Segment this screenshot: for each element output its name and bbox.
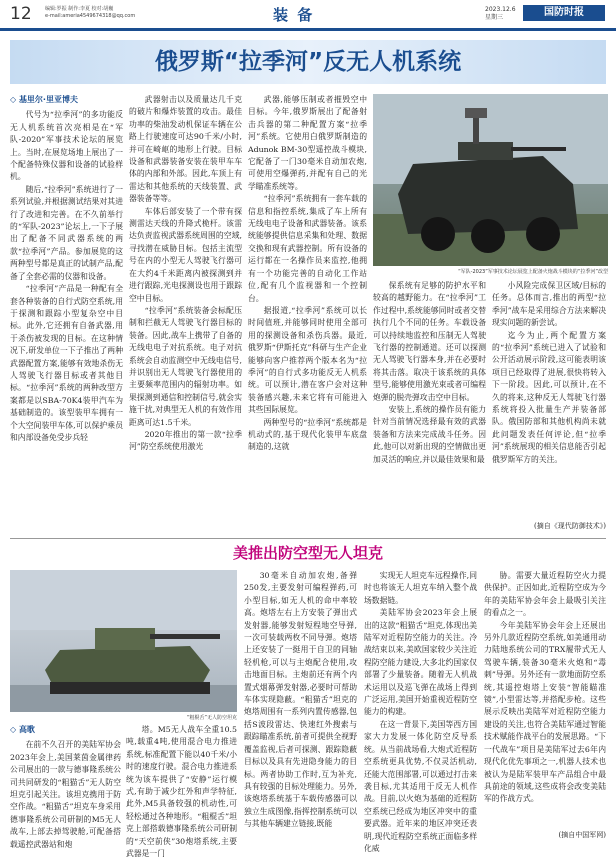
paragraph: 武器,能够压制或者摧毁空中目标。今年,俄罗斯展出了配备射击兵器的第二种配置方案“拉季河”系统。它使用白俄罗斯制造的Adunok BM-30型遥控战斗模块,它配备了一门30毫米自动加农炮,可使用空爆弹药,并配有自己的光学瞄准系统等。 <box>248 95 367 191</box>
article1-column-5 <box>492 280 606 534</box>
issue-date: 2023.12.6 星期三 <box>485 6 516 21</box>
paragraph: 两种型号的“拉季河”系统都是机动式的,基于现代化装甲车底盘制造的,这就 <box>248 417 367 452</box>
article2-column-2 <box>126 724 237 859</box>
article2-author: ◇ 高歌 <box>10 725 35 734</box>
paragraph: 美陆军协会2023年会上展出的这款“粗猫舌”坦克,体现出美陆军对近程防空能力的关注。冷战结束以来,美欧国家较少关注近程防空能力建设,大多北约国家仅部署了少量装备。随着无人机战术运用以及巡飞弹在战场上得到广泛运用,美国开始重视近程防空能力的构建。 <box>364 608 477 717</box>
article1-column-1 <box>10 94 123 534</box>
paragraph: 小风险完成保卫区域/目标的任务。总体而言,推出的两型“拉季河”战车是采用综合方法来解决现实问题的新尝试。 <box>492 281 606 328</box>
article1-banner <box>10 40 606 84</box>
paragraph: “拉季河”系统拥有一套车载的信息和指控系统,集成了车上所有无线电电子设备和武器装备。该系统能够提供信息采集和处理、数据交换和现有武器控制。所有设备的运行都在一名操作员来监控,他拥有一个功能完善的自动化工作站位,配有几个监视器和一个控制台。 <box>248 194 367 303</box>
unmanned-tank-illustration <box>10 570 237 712</box>
editor-info: 编辑:罗振 制作:李夏 校对:胡巍 e-mail:ameria4549674318@qq.com <box>45 6 136 19</box>
section-title: 装 备 <box>273 6 315 24</box>
paragraph: 据报道,“拉季河”系统可以长时间值班,并能够同时使用全部可用的探测设备和杀伤兵器。最近,俄罗斯“伊斯托克”科研与生产企业能够向客户推荐两个版本名为“拉季河”的自行式多功能反无人机系统。可以预计,潜在客户会对这种装备感兴趣,未来它将有可能进入其些国际展览。 <box>248 305 367 415</box>
article2-photo <box>10 570 237 712</box>
article1-column-2 <box>129 94 242 534</box>
paragraph: 今年美陆军协会年会上还展出另外几款近程防空系统,如美通用动力陆地系统公司的TRX履带式无人驾驶车辆,装备30毫米火炮和“毒刺”导弹。另外还有一款地面防空系统,其遥控炮塔上安装“智能瞄准镜”,小型雷达等,并搭配步枪。这些展示反映出美陆军对近程防空能力建设的关注,也符合美陆军通过智能技术赋能作战平台的发展思路。“下一代战车”项目是美陆军过去6年内现代化优先事项之一,机器人技术也被认为是陆军装甲车产品组合中最具前途的领域,这些成将会改变美陆军的作战方式。 <box>484 620 606 804</box>
article2-photo-caption: “粗棍舌”无人防空坦克 <box>186 715 237 721</box>
article1-photo <box>373 94 608 266</box>
article1-author: ◇ 基里尔·里亚博夫 <box>10 95 78 104</box>
article2-column-5 <box>484 570 606 828</box>
paragraph: 保系统有足够的防护水平和较高的越野能力。在“拉季河”工作过程中,系统能够同时或者交替执行几个不同的任务。车载设备可以持续地监控和压制无人驾驶飞行器的控制通道。还可以探测无人驾驶飞行器本身,并在必要时将其击落。取决于该系统的具体型号,能够使用激光束或者可编程炮弹的脱壳弹攻击空中目标。 <box>373 281 486 402</box>
paragraph: 安装上,系统的操作员有能力针对当前情况选择最有效的武器装备和方法来完成战斗任务。因此,他可以对新出现的空情做出更加灵活的响应,并以最佳效果和最 <box>373 405 486 464</box>
article1-title: 俄罗斯“拉季河”反无人机系统 <box>154 49 462 75</box>
article2-source: (摘自中国军网) <box>558 831 606 839</box>
paragraph: “拉季河”系统装备会标配压制和拦截无人驾驶飞行器目标的装备。因此,战车上携带了自备的无线电电子对抗系统。电子对抗系统会自动监测空中无线电信号,并识别出无人驾驶飞行器使用的主要频率范围内的辐射功率。如果探测到通信和控制信号,就会实施干扰,对典型无人机的有效作用距离可达1.5千米。 <box>129 305 242 427</box>
newspaper-logo: 国防时报 <box>523 5 605 21</box>
paragraph: 在这一背景下,美国等西方国家大力发展一体化防空反导系统。从当前战场看,大炮式近程防空系统更具优势,不仅灵活机动,还能大范围部署,可以通过打击来袭目标,尤其适用于反无人机作战。目前,以火炮为基础的近程防空系统已经成为地区冲突中的重要武器。近年来的地区冲突还表明,现代近程防空系统正面临多样化威 <box>364 719 477 853</box>
paragraph: 武器射击以及质量达几千克的破片和爆炸装置的攻击。最佳功率的柴油发动机保证车辆在公路上行驶速度可达90千米/小时,并可在崎岖的地形上行驶。目标设备和武器装备安装在装甲车车体的内部和外部。因此,车顶上有雷达和其他系统的天线装置、武器装备等等。 <box>129 95 242 204</box>
page-header <box>0 0 616 36</box>
header-rule <box>0 28 616 31</box>
paragraph: 随后,“拉季河”系统进行了一系列试验,并根据测试结果对其进行了改进和完善。在不久前举行的“军队-2023”论坛上,一下子展出了配备不同武器系统的两款“拉季河”产品。参加展览的这两种型号都是真正的试制产品,配备了全套必需的仪器和设备。 <box>10 184 123 281</box>
paragraph: 30毫米自动加农炮,备弹250发,主要发射可编程弹药,可小型目标,如无人机的命中率较高。炮塔左右上方安装了弹出式发射器,能够发射短程地空导弹,一次可装载两枚不同导弹。炮塔上还安装了一挺用于自卫的同轴轻机枪,可以与主炮配合使用,攻击地面目标。主炮前还有两个内置式烟幕弹发射器,必要时可帮助车体实现隐蔽。“粗猫舌”坦克的炮塔周围有一系列内置传感器,包括S波段雷达、快速红外搜索与跟踪瞄准系统,前者可提供全视野覆盖监视,后者可探测、跟踪隐蔽目标以及具有先进隐身能力的目标。两者协助工作时,互为补充,具有较强的目标处理能力。另外,该炮塔系统基于车载传感器可以独立生成图像,指挥控制系统可以与其他车辆建立链接,既能 <box>244 571 357 829</box>
paragraph: 代号为“拉季河”的多功能反无人机系统首次亮相是在“军队-2020”军事技术论坛的展览上。当时,在展览场地上展出了一个配备特殊仪器和设备的试验样机。 <box>10 110 123 182</box>
author-bullet-icon: ◇ <box>10 95 19 104</box>
armored-vehicle-illustration <box>373 94 608 266</box>
article2-column-3 <box>244 570 357 842</box>
paragraph: 在前不久召开的美陆军协会2023年会上,美国莱茵金属律药公司展出的一款与德事隆系统公司共同研发的“粗猫舌”无人防空坦克引起关注。该坦克携用于防空作战。“粗猫舌”坦克车身采用德事隆系统公司研制的M5无人战车,上部去掉驾驶舱,可配备搭载遥控武器站和炮 <box>10 740 121 849</box>
article1-photo-caption: “军队-2023”军事技术论坛展览上配备火炮战斗模块的“拉季河”改型 <box>458 269 608 275</box>
author-bullet-icon: ◇ <box>10 725 19 734</box>
article1-column-3 <box>248 94 367 534</box>
paragraph: 迄今为止,两个配置方案的“拉季河”系统已进入了试验和公开活动展示阶段,这可能表明该项目已经取得了进展,很快将转入下一阶段。因此,可以预计,在不久的将来,这种反无人驾驶飞行器系统将投入批量生产并装备部队。俄国防部和其他机构尚未就此问题发表任何评论,但“拉季河”系统展现的相关信息能否引起俄罗斯军方的关注。 <box>492 330 606 464</box>
article-divider <box>10 538 606 539</box>
article2-column-4 <box>364 570 477 853</box>
paragraph: 实现无人坦克车远程操作,同时也将该无人坦克车纳入整个战场数据链。 <box>364 571 477 605</box>
article2-title: 美推出防空型无人坦克 <box>232 544 383 562</box>
paragraph: 胁。需要大量近程防空火力提供保护。正因如此,近程防空成为今年的美陆军协会年会上最吸引关注的看点之一。 <box>484 571 606 618</box>
article1-column-4 <box>373 280 486 534</box>
paragraph: “拉季河”产品是一种配有全套各种装备的自行式防空系统,用于探测和跟踪小型复杂空中目标。此外,它还拥有自备武器,用于杀伤被发现的目标。在这种情况下,研发单位一下子推出了两种武器配置方案,能够有效地杀伤无人驾驶飞行器目标或者其他目标。“拉季河”系统的两种改型方案都是以SBA-70K4装甲汽车为基础制造的。该型装甲车拥有一个大空间装甲车体,可以保护乘员和内部设备免受步兵轻 <box>10 284 123 442</box>
paragraph: 塔。M5无人战车全重10.5吨,载重4吨,使用混合电力推进系统,标准配置下能以40千米/小时的速度行驶。混合电力推进系统为该车提供了“安静”运行模式,有助于减少红外和声学特征,此外,M5具备较强的机动性,可轻松通过各种地形。“粗棍舌”坦克上部搭载德事隆系统公司研制的“天空前侠”30炮塔系统,主要武器是一门 <box>126 725 237 859</box>
paragraph: 车体后部安装了一个带有探测雷达天线的升降式桅杆。该雷达负责监视武器系统周围的空域,寻找潜在威胁目标。包括主流型号在内的小型无人驾驶飞行器可在大约4千米距离内被探测到并进行跟踪,光电探测设也用于跟踪空中目标。 <box>129 206 242 303</box>
article2-column-1 <box>10 724 121 849</box>
article1-source: (摘自《现代防御技术》) <box>534 522 606 530</box>
paragraph: 2020年推出的第一款“拉季河”防空系统使用激光 <box>129 429 242 452</box>
page-number: 12 <box>10 4 32 24</box>
